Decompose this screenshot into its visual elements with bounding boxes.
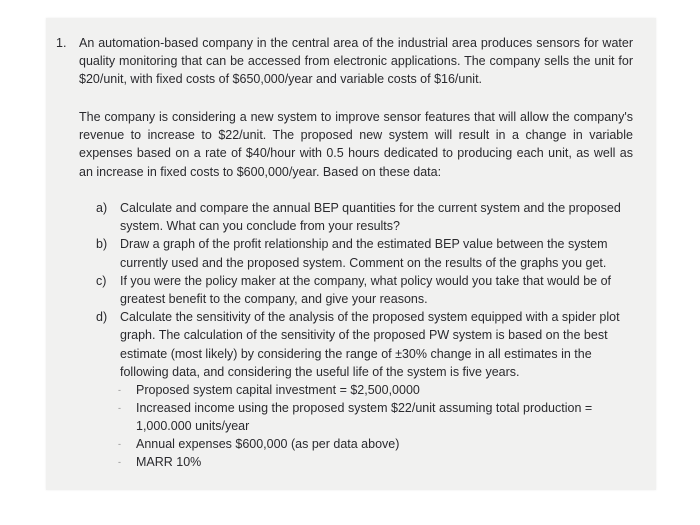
estimate-marr: MARR 10% <box>136 455 202 470</box>
question-number: 1. <box>56 36 67 50</box>
sub-question-label: d) <box>96 310 108 325</box>
sub-question-text: Calculate and compare the annual BEP quantities for the current system and the proposed system. What can you conclude from your results? <box>120 201 621 234</box>
dash-bullet-icon: - <box>118 439 121 450</box>
estimate-annual-expenses: Annual expenses $600,000 (as per data above) <box>136 437 400 452</box>
sub-question-b <box>96 235 636 271</box>
sub-question-label: c) <box>96 273 107 288</box>
list-item <box>116 435 636 453</box>
sub-question-a <box>96 199 636 235</box>
estimate-income: Increased income using the proposed system $22/unit assuming total production = 1,000.000 units/year <box>136 401 593 434</box>
estimate-capital-investment: Proposed system capital investment = $2,500,0000 <box>136 383 420 398</box>
intro-paragraph: An automation-based company in the central area of the industrial area produces sensors for water quality monitoring that can be accessed from electronic applications. The company sells the unit for $20/unit, with fixed costs of $650,000/year and variable costs of $16/unit. <box>79 36 633 87</box>
sub-question-label: a) <box>96 201 108 215</box>
sub-question-list <box>96 199 636 471</box>
proposal-paragraph: The company is considering a new system to improve sensor features that will allow the company's revenue to increase to $22/unit. The proposed new system will result in a change in variable expenses based on a rate of $40/hour with 0.5 hours dedicated to producing each unit, as well as an increase in fixed costs to $600,000/year. Based on these data: <box>79 110 633 179</box>
sub-question-text: If you were the policy maker at the company, what policy would you take that would be of greatest benefit to the company, and give your reasons. <box>120 273 612 307</box>
list-item <box>116 381 636 399</box>
estimate-data-list <box>120 381 636 471</box>
sub-question-text: Draw a graph of the profit relationship and the estimated BEP value between the system currently used and the proposed system. Comment on the results of the graphs you get. <box>120 237 608 270</box>
dash-bullet-icon: - <box>118 385 121 396</box>
list-item <box>116 399 636 435</box>
dash-bullet-icon: - <box>118 403 121 414</box>
sub-question-d <box>96 308 636 471</box>
sub-question-text: Calculate the sensitivity of the analysis of the proposed system equipped with a spider plot graph. The calculation of the sensitivity of the proposed PW system is based on the best estimate (most likely) by considering the range of ±30% change in all estimates in the following data, and considering the useful life of the system is five years. <box>120 310 620 379</box>
list-item <box>116 453 636 471</box>
sub-question-c <box>96 272 636 308</box>
dash-bullet-icon: - <box>118 457 121 468</box>
sub-question-label: b) <box>96 237 108 252</box>
